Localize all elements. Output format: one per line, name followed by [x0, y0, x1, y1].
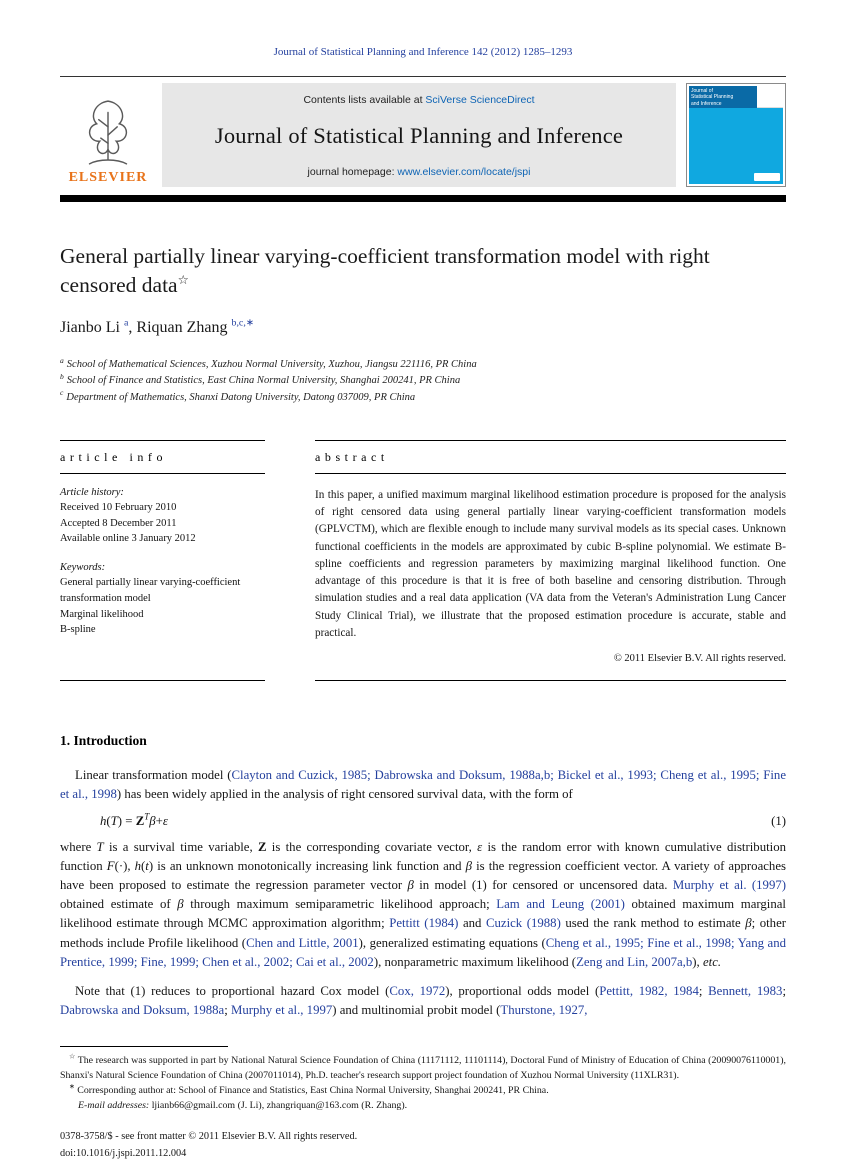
- issn-copyright-line: 0378-3758/$ - see front matter © 2011 Elsevier B.V. All rights reserved.: [60, 1130, 358, 1142]
- intro-paragraph-3: [60, 982, 786, 1020]
- journal-banner-center: [162, 83, 676, 187]
- cover-mini-logo: [757, 86, 783, 108]
- citation-link[interactable]: Cox, 1972: [389, 983, 446, 998]
- text-segment: β: [465, 858, 472, 873]
- cover-line-1: Journal of: [691, 88, 713, 94]
- text-segment: T: [144, 811, 150, 822]
- affiliation-a: [60, 357, 786, 373]
- keyword-2: Marginal likelihood: [60, 608, 144, 620]
- elsevier-tree-icon: [77, 96, 139, 170]
- text-segment: h: [100, 813, 107, 828]
- footnotes: [60, 1054, 786, 1113]
- text-segment: Corresponding author at: School of Finance and Statistics, East China Normal University, Shanghai 200241, PR China.: [74, 1085, 549, 1097]
- affiliation-marker: a: [60, 355, 64, 365]
- text-segment: through maximum semiparametric likelihood approach;: [183, 897, 497, 912]
- affiliation-c: [60, 390, 786, 406]
- equation-body: [100, 811, 168, 829]
- article-info-column: [60, 440, 265, 681]
- citation-link[interactable]: Pettitt (1984): [389, 916, 459, 931]
- abstract-column: [315, 440, 786, 681]
- citation-link[interactable]: Dabrowska and Doksum, 1988a: [60, 1003, 225, 1018]
- text-segment: +: [155, 813, 163, 828]
- citation-link[interactable]: Zeng and Lin, 2007a,b: [576, 954, 693, 969]
- doi-line: doi:10.1016/j.jspi.2011.12.004: [60, 1147, 187, 1159]
- abstract-heading: abstract: [315, 441, 786, 474]
- keyword-3: B-spline: [60, 624, 96, 636]
- affiliation-text: Department of Mathematics, Shanxi Datong University, Datong 037009, PR China: [66, 391, 416, 403]
- journal-banner: [60, 83, 786, 187]
- banner-black-bar: [60, 195, 786, 202]
- text-segment: ), proportional odds model (: [445, 983, 600, 998]
- text-segment: E-mail addresses:: [78, 1099, 152, 1111]
- text-segment: Jianbo Li: [60, 319, 124, 337]
- history-available: Available online 3 January 2012: [60, 533, 196, 545]
- elsevier-wordmark: ELSEVIER: [68, 170, 148, 185]
- intro-paragraph-2: [60, 838, 786, 972]
- text-segment: ) =: [117, 813, 136, 828]
- text-segment: (: [141, 858, 146, 873]
- intro-paragraph-1: [60, 766, 786, 804]
- citation-link[interactable]: Clayton and Cuzick, 1985; Dabrowska and Doksum, 1988a,b; Bickel et al., 1993; Cheng et al., 1995; Fine et al., 1998: [60, 768, 786, 802]
- text-segment: ε: [477, 839, 483, 854]
- citation-link[interactable]: Pettitt, 1982, 1984: [599, 983, 699, 998]
- text-segment: β: [177, 897, 184, 912]
- footnote-marker[interactable]: ∗: [69, 1083, 75, 1091]
- text-segment: where: [60, 839, 97, 854]
- text-segment: is the random error with known cumulative distribution function: [60, 839, 787, 873]
- text-segment: obtained estimate of: [60, 897, 178, 912]
- article-info-abstract-block: [60, 440, 786, 681]
- author-list: [60, 319, 786, 337]
- funding-footnote: [60, 1054, 786, 1084]
- copyright-line: © 2011 Elsevier B.V. All rights reserved.: [613, 653, 786, 665]
- text-segment: ) and multinomial probit model (: [332, 1003, 501, 1018]
- text-segment: ),: [692, 954, 703, 969]
- text-segment: ; other methods include Profile likelihood (: [60, 916, 787, 950]
- affiliation-marker: b: [60, 371, 64, 381]
- text-segment: The research was supported in part by National Natural Science Foundation of China (11171112, 11101114), Doctoral Fund of Ministry of Education of China (20090076110001), Shanxi's Natural Science Foundation of China (2007011014), Ph.D. teacher's research support project foundation of Xuzhou Normal University (11XLR31).: [60, 1055, 786, 1082]
- affiliation-text: School of Mathematical Sciences, Xuzhou Normal University, Xuzhou, Jiangsu 221116, PR China: [66, 359, 477, 371]
- sciencedirect-link[interactable]: SciVerse ScienceDirect: [425, 94, 535, 106]
- footnote-divider: [60, 1046, 228, 1047]
- corresponding-author-footnote: [60, 1084, 786, 1099]
- contents-line: [303, 94, 534, 106]
- text-segment: β: [149, 813, 156, 828]
- author-affiliation-link[interactable]: b,c,∗: [231, 317, 255, 329]
- affiliation-text: School of Finance and Statistics, East China Normal University, Shanghai 200241, PR China: [66, 375, 461, 387]
- keyword-1: General partially linear varying-coefficient transformation model: [60, 577, 241, 604]
- elsevier-logo: [60, 83, 156, 187]
- cover-line-2: Statistical Planning: [691, 94, 734, 101]
- article-title: [60, 242, 760, 299]
- history-accepted: Accepted 8 December 2011: [60, 517, 177, 529]
- text-segment: (·),: [114, 858, 135, 873]
- text-segment: β: [407, 877, 414, 892]
- citation-link[interactable]: Lam and Leung (2001): [496, 897, 625, 912]
- equation-1: [60, 811, 786, 829]
- text-segment: is the regression coefficient vector. A variety of approaches have been proposed to estimate the regression parameter vector: [60, 858, 786, 892]
- text-segment: General partially linear varying-coefficient transformation model with right censored data: [60, 244, 710, 297]
- page-header-citation[interactable]: Journal of Statistical Planning and Inference 142 (2012) 1285–1293: [273, 46, 573, 58]
- text-segment: ;: [698, 983, 709, 998]
- text-segment: ) is an unknown monotonically increasing link function and: [148, 858, 466, 873]
- affiliations: [60, 357, 786, 406]
- cover-line-3: and Inference: [691, 100, 722, 107]
- text-segment: obtained maximum marginal likelihood estimate through MCMC approximation algorithm;: [60, 897, 786, 931]
- homepage-prefix: journal homepage:: [307, 166, 398, 178]
- text-segment: β: [745, 916, 752, 931]
- text-segment: is a survival time variable,: [103, 839, 258, 854]
- footnote-marker[interactable]: ☆: [69, 1054, 76, 1061]
- text-segment: ε: [162, 813, 168, 828]
- article-identifiers: [60, 1129, 786, 1163]
- keywords-block: [60, 562, 265, 638]
- homepage-line: [308, 166, 531, 178]
- text-segment: Z: [257, 839, 267, 854]
- citation-link[interactable]: Cuzick (1988): [485, 916, 561, 931]
- text-segment: , Riquan Zhang: [128, 319, 232, 337]
- text-segment: F: [106, 858, 115, 873]
- text-segment: Note that (1) reduces to proportional hazard Cox model (: [75, 983, 390, 998]
- text-segment: T: [96, 839, 104, 854]
- cover-title-block: [689, 86, 757, 108]
- text-segment: ;: [782, 983, 786, 998]
- header-divider: [60, 76, 786, 77]
- keywords-label: Keywords:: [60, 562, 106, 574]
- contents-prefix: Contents lists available at: [303, 94, 426, 106]
- text-segment: and: [458, 916, 486, 931]
- text-segment: (: [106, 813, 111, 828]
- text-segment: T: [110, 813, 118, 828]
- citation-link[interactable]: Murphy et al., 1997: [230, 1003, 333, 1018]
- text-segment: ), nonparametric maximum likelihood (: [373, 954, 577, 969]
- cover-header: [689, 86, 783, 108]
- text-segment: used the rank method to estimate: [560, 916, 746, 931]
- citation-link[interactable]: Cheng et al., 1995; Fine et al., 1998; Yang and Prentice, 1999; Fine, 1999; Chen et al., 2002; Cai et al., 2002: [60, 935, 786, 969]
- section-1-heading: 1. Introduction: [60, 733, 147, 749]
- email-footnote: [60, 1099, 786, 1114]
- equation-number: (1): [771, 813, 786, 828]
- text-segment: in model (1) for censored or uncensored data.: [413, 877, 673, 892]
- text-segment: ), generalized estimating equations (: [358, 935, 546, 950]
- cover-artwork: [689, 108, 783, 184]
- text-segment: is the corresponding covariate vector,: [266, 839, 478, 854]
- article-history-label: Article history:: [60, 486, 124, 498]
- text-segment: Linear transformation model (: [75, 768, 232, 783]
- journal-homepage-link[interactable]: www.elsevier.com/locate/jspi: [397, 166, 531, 178]
- citation-link[interactable]: Thurstone, 1927,: [500, 1003, 588, 1018]
- text-segment: etc.: [702, 954, 722, 969]
- citation-link[interactable]: Bennett, 1983: [708, 983, 783, 998]
- footnote-marker[interactable]: ☆: [177, 272, 189, 287]
- text-segment: t: [145, 858, 149, 873]
- affiliation-marker: c: [60, 388, 64, 398]
- article-info-heading: article info: [60, 441, 265, 474]
- text-segment: Z: [135, 813, 145, 828]
- cover-publisher-badge: [754, 173, 780, 181]
- citation-link[interactable]: Chen and Little, 2001: [246, 935, 359, 950]
- text-segment: ljianb66@gmail.com (J. Li), zhangriquan@163.com (R. Zhang).: [151, 1099, 408, 1111]
- text-segment: ) has been widely applied in the analysis of right censored survival data, with the form of: [116, 787, 573, 802]
- citation-link[interactable]: Murphy et al. (1997): [672, 877, 786, 892]
- affiliation-b: [60, 373, 786, 389]
- text-segment: h: [134, 858, 142, 873]
- journal-cover-thumbnail[interactable]: [686, 83, 786, 187]
- abstract-text: In this paper, a unified maximum marginal likelihood estimation procedure is proposed for the analysis of right censored data using general partially linear varying-coefficient transformation models (GPLVCTM), which are flexible enough to include many survival models as its special cases. Unknown functional coefficients in the models are approximated by cubic B-spline polynomial. We estimate B-spline coefficients and regression parameters by maximizing marginal likelihood function. One advantage of this procedure is that it is free of both baseline and censoring distribution. Through simulation studies and a real data application (VA data from the Veteran's Administration Lung Cancer Study Clinical Trial), we illustrate that the proposed estimation procedure is accurate, stable and practical.: [315, 488, 786, 639]
- author-affiliation-link[interactable]: a: [124, 317, 129, 329]
- journal-title: Journal of Statistical Planning and Inference: [214, 123, 624, 148]
- text-segment: ;: [224, 1003, 231, 1018]
- history-received: Received 10 February 2010: [60, 501, 177, 513]
